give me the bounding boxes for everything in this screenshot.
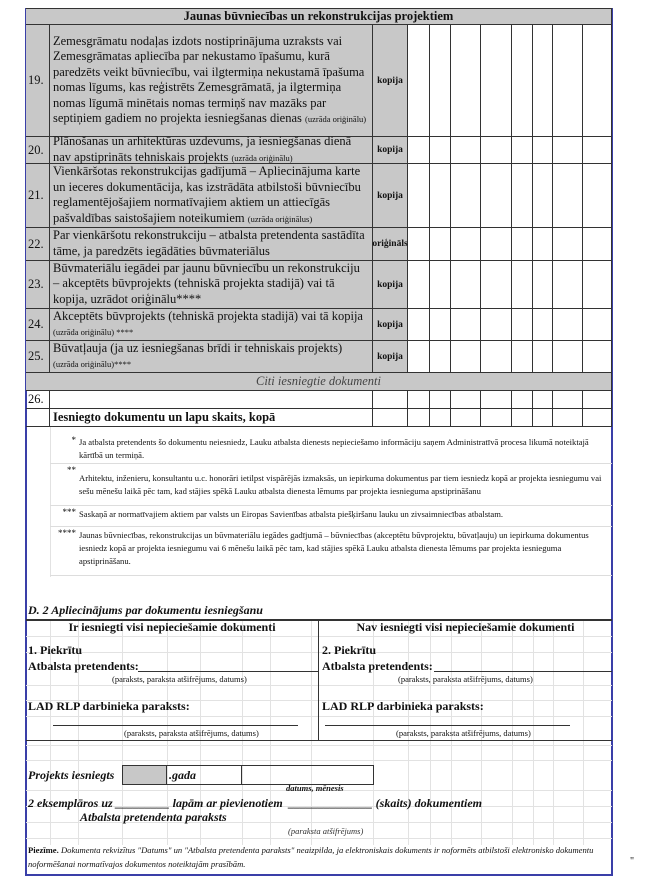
other-doc-cell[interactable]: [451, 391, 481, 409]
year-field[interactable]: [122, 765, 167, 785]
signature-hint: (paraksta atšifrējums): [288, 826, 364, 836]
footnote-mark: **: [67, 465, 76, 475]
left-heading: Ir iesniegti visi nepieciešamie dokumenti: [68, 620, 276, 634]
count-cell[interactable]: [583, 25, 612, 137]
description-text: Par vienkāršotu rekonstrukciju – atbalsta pretendenta sastādīta tāme, ja paredzēts iegādāties būvmateriālus: [53, 228, 365, 258]
right-applicant-signature-line[interactable]: [434, 671, 612, 672]
count-cell[interactable]: [451, 228, 481, 261]
left-staff-signature-line[interactable]: [53, 725, 298, 726]
count-cell[interactable]: [533, 164, 553, 228]
row-description: [50, 261, 373, 309]
other-doc-cell[interactable]: [533, 391, 553, 409]
declaration-divider: [318, 619, 319, 741]
count-cell[interactable]: [481, 164, 512, 228]
date-field[interactable]: [241, 765, 374, 785]
description-note: (uzrāda oriģinālus): [247, 213, 313, 224]
footnote-text: Arhitektu, inženieru, konsultantu u.c. honorāri ietilpst vispārējās izmaksās, un iepirkuma dokumentus par tiem iesniedz kopā ar projekta iesniegumu vai sešu mēnešu laikā pēc tam, kad stājies spēkā Lauku atbalsta dienesta lēmums par projekta iesnieguma apstiprināšanu: [79, 473, 602, 496]
row-description: [50, 164, 373, 228]
count-cell[interactable]: [583, 137, 612, 164]
count-cell[interactable]: [408, 228, 430, 261]
description-note: (uzrāda oriģinālu): [231, 152, 293, 163]
row-number: 21.: [26, 164, 50, 228]
signature-label: Atbalsta pretendenta paraksts: [80, 810, 227, 824]
total-cell[interactable]: [451, 409, 481, 427]
count-cell[interactable]: [553, 309, 583, 341]
document-type: kopija: [373, 137, 408, 164]
count-cell[interactable]: [430, 164, 451, 228]
count-cell[interactable]: [512, 309, 533, 341]
left-applicant-signature-line[interactable]: [138, 671, 318, 672]
count-cell[interactable]: [430, 25, 451, 137]
count-cell[interactable]: [553, 164, 583, 228]
right-sig-hint: (paraksts, paraksta atšifrējums, datums): [398, 674, 533, 684]
total-cell[interactable]: [373, 409, 408, 427]
total-cell[interactable]: [408, 409, 430, 427]
count-cell[interactable]: [553, 261, 583, 309]
row-description: [50, 25, 373, 137]
right-agree: 2. Piekrītu: [322, 643, 376, 657]
date-hint: datums, mēnesis: [286, 783, 344, 793]
count-cell[interactable]: [512, 341, 533, 373]
row-number: 25.: [26, 341, 50, 373]
row-description: [50, 341, 373, 373]
note: [28, 843, 608, 871]
count-cell[interactable]: [553, 228, 583, 261]
document-type: oriģināls: [373, 228, 408, 261]
total-cell[interactable]: [481, 409, 512, 427]
count-cell[interactable]: [512, 137, 533, 164]
count-cell[interactable]: [533, 137, 553, 164]
count-cell[interactable]: [408, 137, 430, 164]
submitted-label: Projekts iesniegts: [28, 768, 115, 782]
count-cell[interactable]: [430, 309, 451, 341]
right-applicant-label: Atbalsta pretendents:: [322, 659, 433, 673]
count-cell[interactable]: [451, 137, 481, 164]
note-label: Piezīme.: [28, 845, 59, 855]
left-sig-hint: (paraksts, paraksta atšifrējums, datums): [112, 674, 247, 684]
description-text: Plānošanas un arhitektūras uzdevums, ja iesniegšanas dienā nav apstiprināts tehniskais projekts: [53, 134, 352, 164]
left-agree: 1. Piekrītu: [28, 643, 82, 657]
count-cell[interactable]: [553, 341, 583, 373]
copies-text: 2 eksemplāros uz _________ lapām ar pievienotiem ______________ (skaits) dokumentiem: [28, 796, 482, 810]
row-number: 22.: [26, 228, 50, 261]
count-cell[interactable]: [481, 341, 512, 373]
total-cell[interactable]: [533, 409, 553, 427]
footnote-divider: [50, 463, 612, 464]
row-number: 20.: [26, 137, 50, 164]
description-text: Akceptēts būvprojekts (tehniskā projekta stadijā) vai tā kopija: [53, 308, 363, 323]
total-cell[interactable]: [553, 409, 583, 427]
row-description: [50, 309, 373, 341]
other-doc-cell[interactable]: [373, 391, 408, 409]
count-cell[interactable]: [481, 261, 512, 309]
count-cell[interactable]: [533, 228, 553, 261]
count-cell[interactable]: [451, 261, 481, 309]
right-staff-signature-line[interactable]: [325, 725, 570, 726]
count-cell[interactable]: [512, 25, 533, 137]
count-cell[interactable]: [430, 137, 451, 164]
gridline: [26, 745, 612, 746]
row-number: 26.: [26, 391, 50, 409]
row-description: [50, 228, 373, 261]
count-cell[interactable]: [583, 261, 612, 309]
other-doc-cell[interactable]: [481, 391, 512, 409]
other-doc-cell[interactable]: [583, 391, 612, 409]
count-cell[interactable]: [451, 341, 481, 373]
count-cell[interactable]: [533, 309, 553, 341]
description-text: Vienkāršotas rekonstrukcijas gadījumā – Apliecinājuma karte un ieceres dokumentācija, kas izstrādāta atbilstoši būvniecību reglamentējošajiem normatīvajiem aktiem un attiecīgās pašvaldības saistošajiem noteikumiem: [53, 164, 361, 225]
right-heading: Nav iesniegti visi nepieciešamie dokumenti: [356, 620, 575, 634]
total-cell[interactable]: [512, 409, 533, 427]
count-cell[interactable]: [583, 309, 612, 341]
count-cell[interactable]: [451, 164, 481, 228]
gridline: [26, 838, 612, 839]
description-text: Būvatļauja (ja uz iesniegšanas brīdi ir tehniskais projekts): [53, 340, 343, 355]
other-doc-cell[interactable]: [408, 391, 430, 409]
document-type: kopija: [373, 261, 408, 309]
count-cell[interactable]: [512, 261, 533, 309]
row-number: 19.: [26, 25, 50, 137]
description-text: Būvmateriālu iegādei par jaunu būvniecību un rekonstrukciju – akceptēts būvprojekts (tehniskā projekta stadijā) vai tā kopija, uzrādot oriģinālu****: [53, 260, 360, 306]
count-cell[interactable]: [512, 164, 533, 228]
left-staff-label: LAD RLP darbinieka paraksts:: [28, 699, 190, 713]
total-cell[interactable]: [430, 409, 451, 427]
blank-cell: [26, 409, 50, 427]
count-cell[interactable]: [430, 228, 451, 261]
description-note: (uzrāda oriģinālu)****: [53, 359, 132, 369]
total-label: Iesniegto dokumentu un lapu skaits, kopā: [50, 409, 373, 427]
closing-quote: ": [630, 856, 635, 867]
footnote-divider: [50, 505, 612, 506]
count-cell[interactable]: [533, 341, 553, 373]
left-staff-hint: (paraksts, paraksta atšifrējums, datums): [124, 728, 259, 738]
gridline: [26, 760, 612, 761]
description-note: (uzrāda oriģinālu) ****: [53, 327, 134, 337]
count-cell[interactable]: [451, 25, 481, 137]
count-cell[interactable]: [430, 261, 451, 309]
document-type: kopija: [373, 164, 408, 228]
section-header: Jaunas būvniecības un rekonstrukcijas projektiem: [26, 8, 612, 25]
other-doc-cell[interactable]: [553, 391, 583, 409]
other-doc-name-field[interactable]: [50, 391, 373, 409]
count-cell[interactable]: [408, 309, 430, 341]
count-cell[interactable]: [451, 309, 481, 341]
document-type: kopija: [373, 309, 408, 341]
count-cell[interactable]: [408, 164, 430, 228]
left-applicant-label: Atbalsta pretendents:: [28, 659, 139, 673]
count-cell[interactable]: [481, 137, 512, 164]
document-type: kopija: [373, 341, 408, 373]
count-cell[interactable]: [481, 25, 512, 137]
count-cell[interactable]: [583, 164, 612, 228]
other-docs-header: Citi iesniegtie dokumenti: [26, 373, 612, 391]
other-doc-cell[interactable]: [512, 391, 533, 409]
footnote-mark: *: [71, 435, 76, 445]
count-cell[interactable]: [533, 261, 553, 309]
count-cell[interactable]: [553, 137, 583, 164]
count-cell[interactable]: [533, 25, 553, 137]
count-cell[interactable]: [512, 228, 533, 261]
year-suffix-box: [166, 765, 242, 785]
count-cell[interactable]: [430, 341, 451, 373]
count-cell[interactable]: [408, 261, 430, 309]
footnote-text: Ja atbalsta pretendents šo dokumentu neiesniedz, Lauku atbalsta dienests nepieciešamo informāciju saņem Administratīvā procesa likumā noteiktajā kārtībā un termiņā.: [79, 437, 589, 460]
count-cell[interactable]: [583, 228, 612, 261]
footnote-text: Saskaņā ar normatīvajiem aktiem par valsts un Eiropas Savienības atbalsta piešķiršanu lauku un zivsaimniecības atbalstam.: [79, 509, 504, 519]
gridline: [50, 427, 51, 577]
row-number: 23.: [26, 261, 50, 309]
description-note: (uzrāda oriģinālu): [305, 114, 367, 124]
count-cell[interactable]: [408, 341, 430, 373]
footnote-mark: ****: [58, 528, 76, 538]
footnote-divider: [50, 575, 612, 576]
right-staff-hint: (paraksts, paraksta atšifrējums, datums): [396, 728, 531, 738]
count-cell[interactable]: [553, 25, 583, 137]
document-type: kopija: [373, 25, 408, 137]
count-cell[interactable]: [583, 341, 612, 373]
row-description: [50, 134, 373, 164]
other-doc-cell[interactable]: [430, 391, 451, 409]
note-text: Dokumenta rekvizītus "Datums" un "Atbalsta pretendenta paraksts" neaizpilda, ja elektroniskais dokuments ir noformēts atbilstoši elektronisko dokumentu noformēšanai normatīvajos dokumentos noteiktajām prasībām.: [28, 845, 594, 869]
total-cell[interactable]: [583, 409, 612, 427]
right-staff-label: LAD RLP darbinieka paraksts:: [322, 699, 484, 713]
count-cell[interactable]: [481, 309, 512, 341]
row-number: 24.: [26, 309, 50, 341]
footnote-mark: ***: [62, 507, 76, 517]
footnote-divider: [50, 526, 612, 527]
year-suffix: .gada: [169, 768, 196, 782]
declaration-title: D. 2 Apliecinājums par dokumentu iesniegšanu: [28, 603, 263, 617]
description-text: Zemesgrāmatu nodaļas izdots nostiprinājuma uzraksts vai Zemesgrāmatas apliecība par nekustamo īpašumu, kurā paredzēts veikt būvniecību, vai ilgtermiņa nekustamā īpašuma nomas līgums, kas reģistrēts Zemesgrāmatā, ja ilgtermiņa nomas līgumā minētais nomas termiņš nav mazāks par septiņiem gadiem no projekta iesniegšanas dienas: [53, 33, 365, 125]
count-cell[interactable]: [408, 25, 430, 137]
count-cell[interactable]: [481, 228, 512, 261]
footnote-text: Jaunas būvniecības, rekonstrukcijas un būvmateriālu iegādes gadījumā – būvniecības (akceptētu būvprojektu, būvatļauju) un iepirkuma dokumentus iesniedz kopā ar projekta iesniegumu vai 6 mēnešu laikā pēc tam, kad stājies spēkā Lauku atbalsta dienesta lēmums par projekta iesnieguma apstiprināšanu.: [79, 530, 589, 566]
